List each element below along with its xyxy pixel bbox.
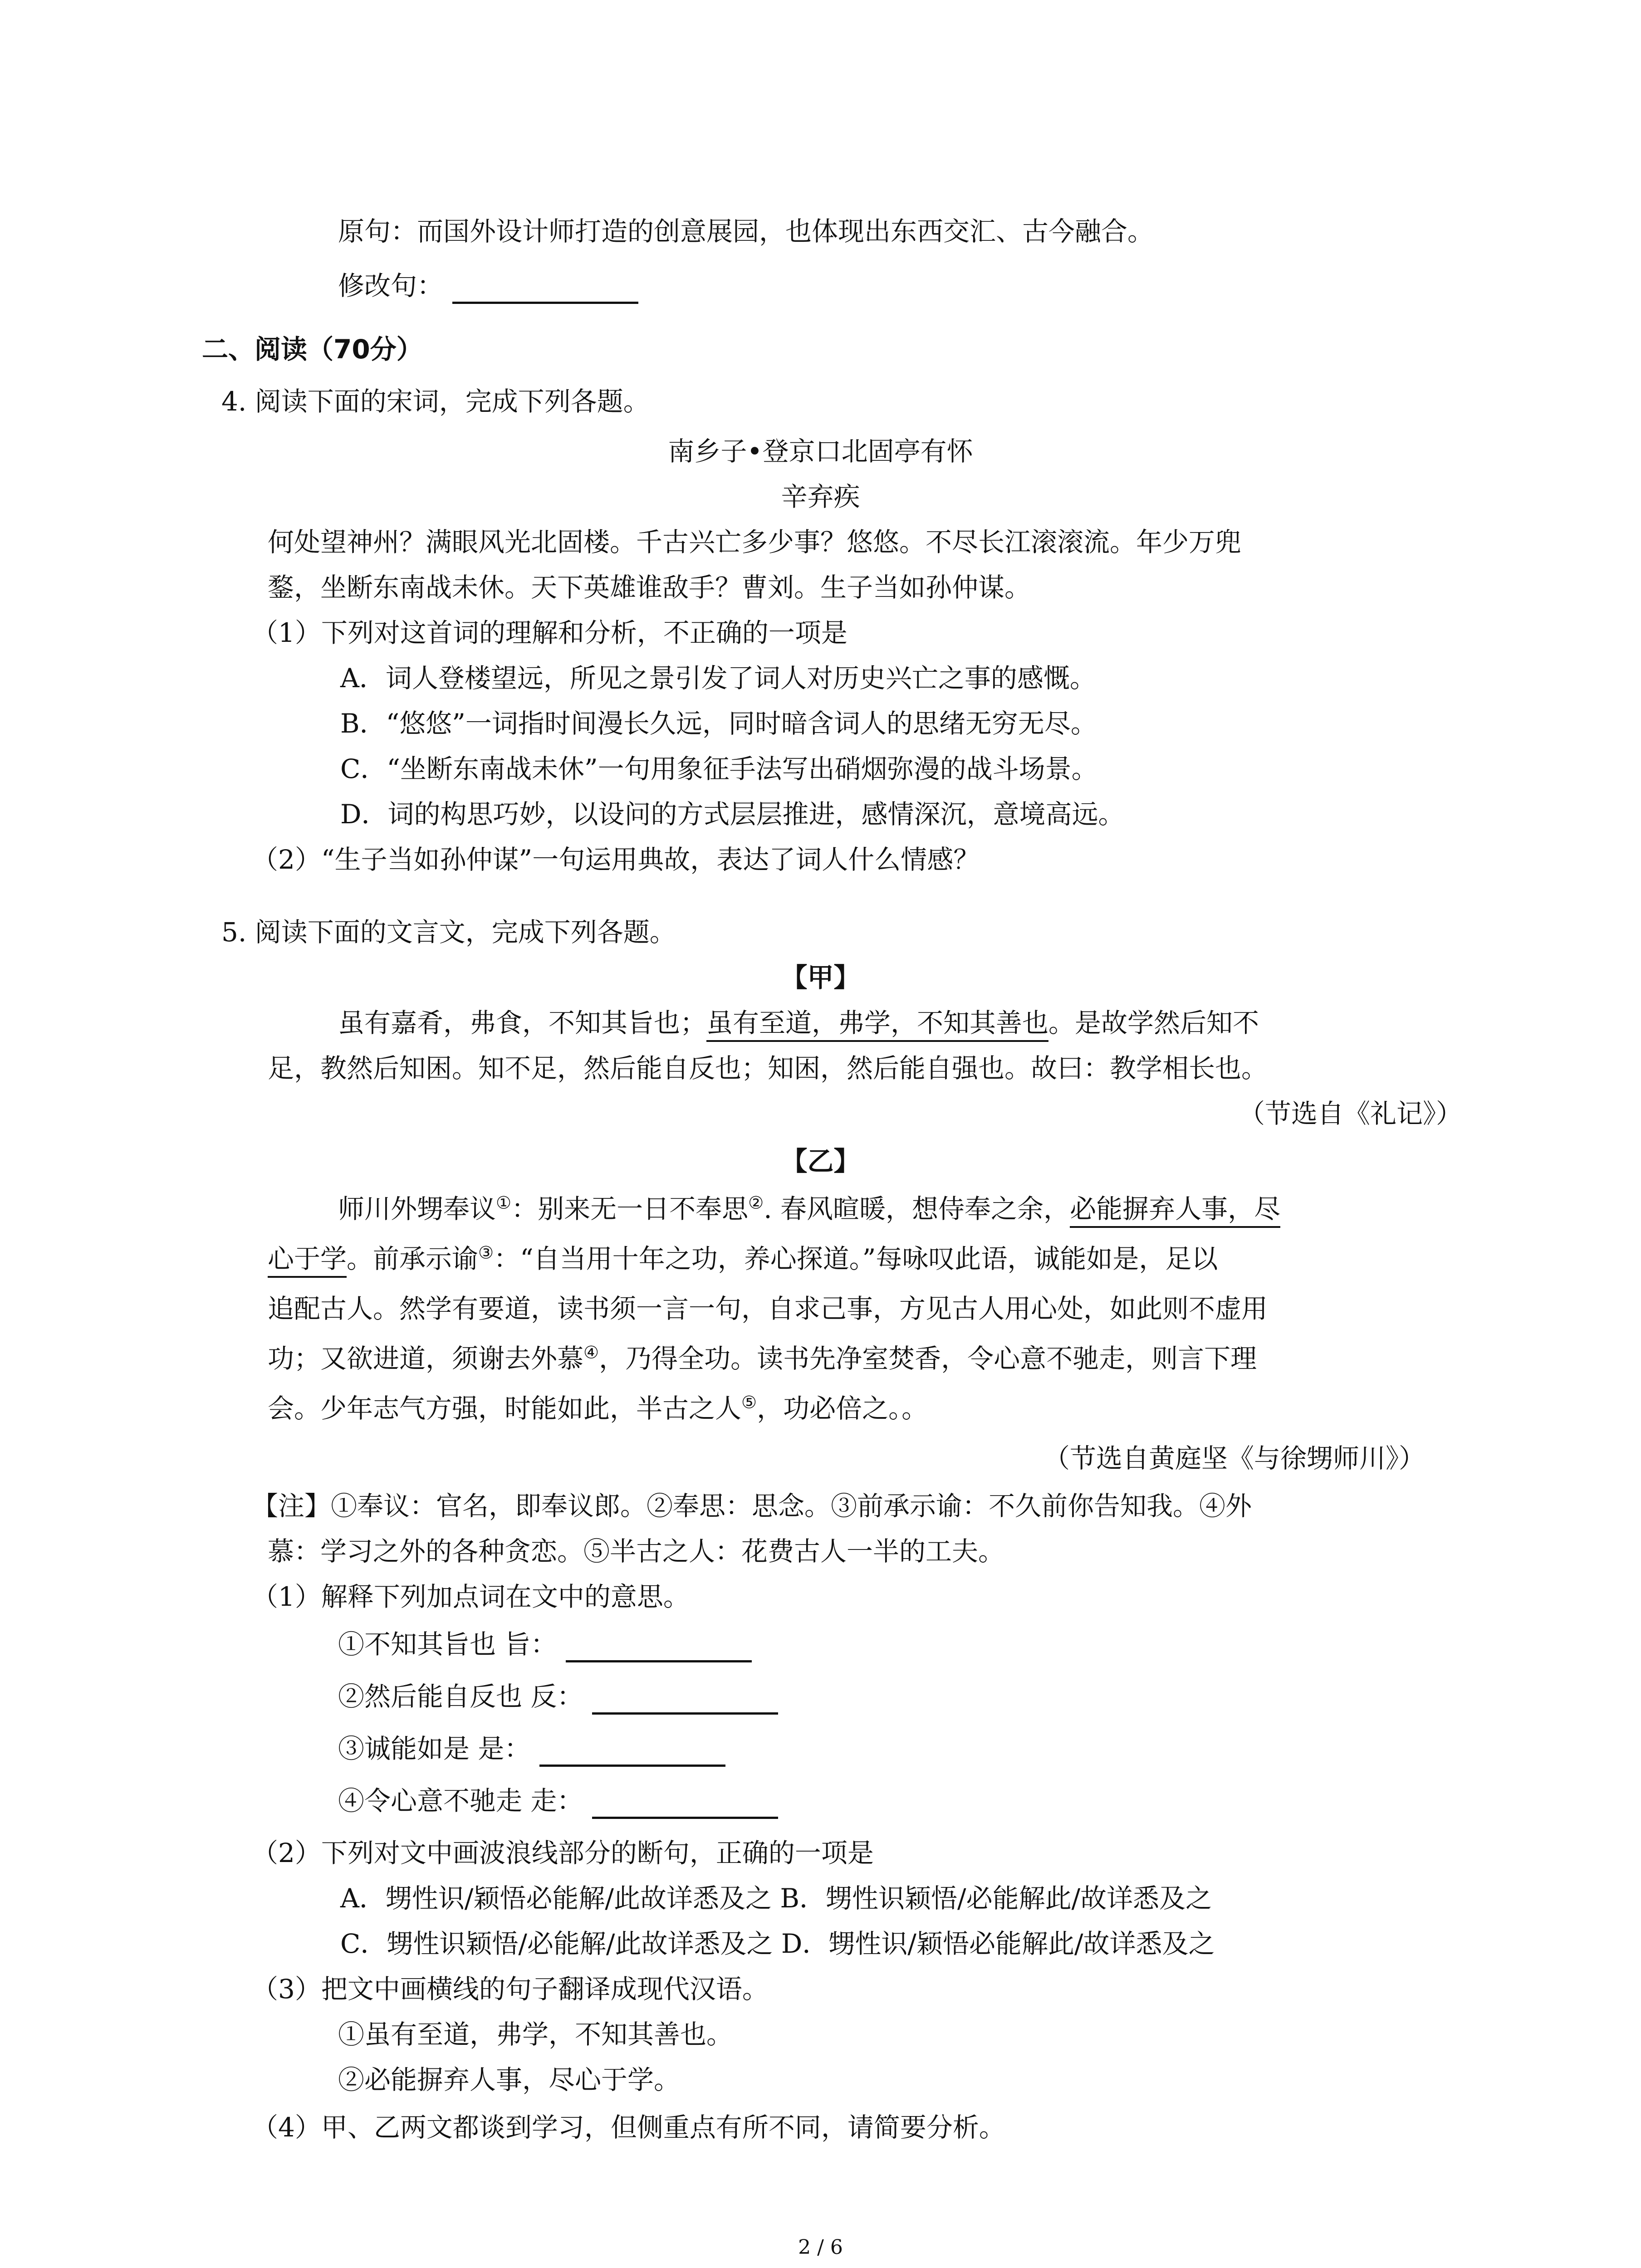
word-item-2: ②然后能自反也 反： [338, 1678, 778, 1715]
notes-line-1: 【注】①奉议：官名，即奉议郎。②奉思：思念。③前承示谕：不久前你告知我。④外 [252, 1491, 1252, 1521]
poem-line-1: 何处望神州？满眼风光北固楼。千古兴亡多少事？悠悠。不尽长江滚滚流。年少万兜 [268, 527, 1242, 557]
underlined-sentence-2a: 必能摒弃人事，尽 [1070, 1193, 1280, 1228]
answer-blank[interactable] [452, 274, 638, 304]
punctuation-options-row-1: A．甥性识/颖悟必能解/此故详悉及之 B．甥性识颖悟/必能解此/故详悉及之 [340, 1883, 1212, 1914]
answer-blank[interactable] [592, 1685, 778, 1715]
note-ref-1: ① [496, 1193, 512, 1213]
option-a: A．词人登楼望远，所见之景引发了词人对历史兴亡之事的感慨。 [340, 663, 1096, 694]
option-b: B．“悠悠”一词指时间漫长久远，同时暗含词人的思绪无穷无尽。 [340, 708, 1097, 739]
jia-line-2: 足，教然后知困。知不足，然后能自反也；知困，然后能自强也。故曰：教学相长也。 [268, 1053, 1268, 1084]
word-item-4: ④令心意不驰走 走： [338, 1783, 778, 1819]
notes-line-2: 慕：学习之外的各种贪恋。⑤半古之人：花费古人一半的工夫。 [268, 1536, 1005, 1567]
page-number: 2 / 6 [798, 2236, 843, 2259]
q5-sub4: （4）甲、乙两文都谈到学习，但侧重点有所不同，请简要分析。 [252, 2112, 1005, 2143]
q5-sub2: （2）下列对文中画波浪线部分的断句，正确的一项是 [252, 1838, 874, 1868]
yi-line-5: 会。少年志气方强，时能如此，半古之人⑤，功必倍之。。 [268, 1392, 928, 1424]
yi-title: 【乙】 [781, 1146, 860, 1177]
note-ref-2: ② [748, 1193, 764, 1213]
translation-item-1: ①虽有至道，弗学，不知其善也。 [338, 2019, 733, 2050]
q5-stem: 5. 阅读下面的文言文，完成下列各题。 [221, 917, 676, 948]
note-ref-4: ④ [583, 1342, 599, 1363]
word-item-1: ①不知其旨也 旨： [338, 1626, 752, 1662]
underlined-sentence-2b: 心于学 [268, 1243, 347, 1278]
option-c: C．“坐断东南战未休”一句用象征手法写出硝烟弥漫的战斗场景。 [340, 753, 1098, 784]
original-text: 而国外设计师打造的创意展园，也体现出东西交汇、古今融合。 [417, 216, 1154, 247]
jia-line-1: 虽有嘉肴，弗食，不知其旨也；虽有至道，弗学，不知其善也。是故学然后知不 [338, 1005, 1259, 1041]
yi-source: （节选自黄庭坚《与徐甥师川》） [1043, 1443, 1425, 1474]
yi-line-1: 师川外甥奉议①：别来无一日不奉思②. 春风暄暖，想侍奉之余，必能摒弃人事，尽 [338, 1191, 1280, 1227]
poem-title: 南乡子•登京口北固亭有怀 [668, 436, 973, 467]
yi-line-4: 功；又欲进道，须谢去外慕④，乃得全功。读书先净室焚香，令心意不驰走，则言下理 [268, 1342, 1257, 1374]
translation-item-2: ②必能摒弃人事，尽心于学。 [338, 2064, 681, 2095]
jia-source: （节选自《礼记》） [1239, 1098, 1463, 1129]
original-sentence [338, 213, 1154, 249]
poem-line-2: 鍪，坐断东南战未休。天下英雄谁敌手？曹刘。生子当如孙仲谋。 [268, 572, 1031, 603]
word-item-3: ③诚能如是 是： [338, 1730, 725, 1767]
section-heading: 二、阅读（70分） [202, 334, 423, 365]
option-d: D．词的构思巧妙，以设问的方式层层推进，感情深沉，意境高远。 [340, 799, 1125, 830]
punctuation-options-row-2: C．甥性识颖悟/必能解/此故详悉及之 D．甥性识/颖悟必能解此/故详悉及之 [340, 1928, 1215, 1959]
answer-blank[interactable] [566, 1633, 752, 1662]
note-ref-3: ③ [478, 1242, 494, 1263]
poem-author: 辛弃疾 [781, 481, 860, 512]
q4-sub2: （2）“生子当如孙仲谋”一句运用典故，表达了词人什么情感？ [252, 844, 980, 875]
q5-sub3: （3）把文中画横线的句子翻译成现代汉语。 [252, 1974, 769, 2004]
yi-line-3: 追配古人。然学有要道，读书须一言一句，自求己事，方见古人用心处，如此则不虚用 [268, 1293, 1268, 1324]
underlined-sentence-1: 虽有至道，弗学，不知其善也 [706, 1007, 1048, 1042]
revised-sentence [338, 268, 638, 304]
q4-stem: 4. 阅读下面的宋词，完成下列各题。 [221, 386, 650, 417]
revised-label: 修改句： [338, 270, 444, 301]
q4-sub1: （1）下列对这首词的理解和分析，不正确的一项是 [252, 617, 847, 648]
q5-sub1: （1）解释下列加点词在文中的意思。 [252, 1581, 690, 1612]
yi-line-2: 心于学。前承示谕③：“自当用十年之功，养心探道。”每咏叹此语，诚能如是，足以 [268, 1241, 1218, 1277]
answer-blank[interactable] [592, 1789, 778, 1819]
note-ref-5: ⑤ [741, 1392, 757, 1413]
original-label: 原句： [338, 216, 417, 247]
jia-title: 【甲】 [781, 962, 860, 993]
answer-blank[interactable] [539, 1737, 725, 1767]
